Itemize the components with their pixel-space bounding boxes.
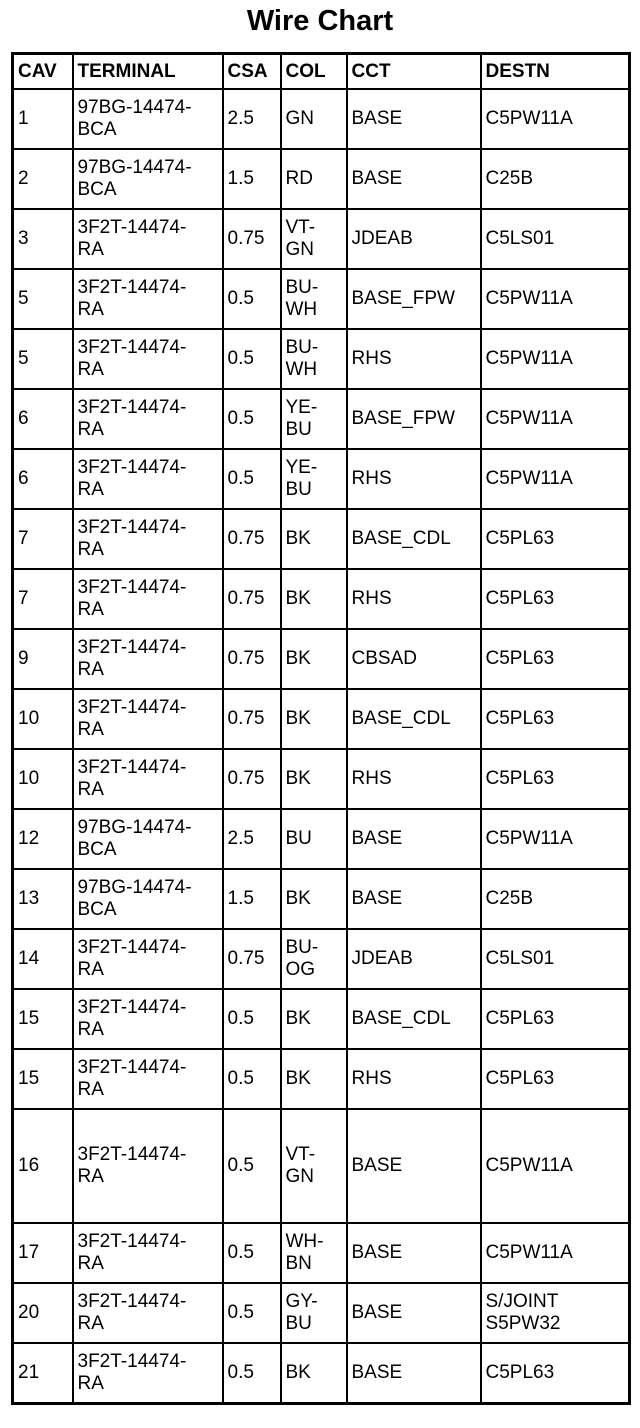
cell-csa-text: 0.75 [227, 528, 265, 549]
cell-col [281, 389, 347, 449]
cell-csa [223, 389, 281, 449]
cell-csa-text: 0.5 [227, 348, 254, 369]
cell-cct-text: CBSAD [351, 648, 417, 669]
cell-csa-text: 0.75 [227, 948, 265, 969]
table-row [13, 1109, 630, 1223]
cell-cav-text: 3 [18, 228, 29, 249]
cell-col [281, 1109, 347, 1223]
cell-destn [481, 629, 630, 689]
cell-cct-text: BASE_CDL [351, 1008, 451, 1029]
cell-csa [223, 89, 281, 149]
cell-destn [481, 269, 630, 329]
table-row [13, 989, 630, 1049]
table-row [13, 89, 630, 149]
cell-col [281, 1343, 347, 1404]
cell-cav [13, 629, 73, 689]
cell-csa-text: 2.5 [227, 108, 254, 129]
cell-cav [13, 749, 73, 809]
cell-cav-text: 9 [18, 648, 29, 669]
cell-destn-text: C5PW11A [485, 468, 573, 489]
cell-destn [481, 809, 630, 869]
cell-destn [481, 509, 630, 569]
page-title: Wire Chart [246, 5, 394, 37]
cell-col [281, 929, 347, 989]
cell-terminal [73, 1223, 223, 1283]
cell-col-text: BK [285, 1362, 311, 1383]
cell-cct-text: JDEAB [351, 228, 413, 249]
cell-terminal-text: 3F2T-14474- RA [77, 997, 187, 1040]
cell-destn [481, 1109, 630, 1223]
cell-cav-text: 17 [18, 1242, 40, 1263]
cell-csa-text: 0.5 [227, 468, 254, 489]
cell-cav-text: 7 [18, 588, 29, 609]
wire-chart-body [13, 89, 630, 1404]
cell-cct [347, 929, 481, 989]
cell-col-text: YE- BU [285, 397, 318, 440]
cell-col [281, 809, 347, 869]
cell-cct [347, 749, 481, 809]
cell-cct-text: BASE_CDL [351, 528, 451, 549]
cell-cav-text: 6 [18, 408, 29, 429]
cell-destn [481, 1049, 630, 1109]
column-header-col: COL [281, 54, 347, 90]
cell-terminal [73, 509, 223, 569]
cell-terminal [73, 389, 223, 449]
cell-cav [13, 269, 73, 329]
cell-csa [223, 509, 281, 569]
cell-destn [481, 329, 630, 389]
cell-csa [223, 569, 281, 629]
cell-terminal [73, 209, 223, 269]
cell-col-text: YE- BU [285, 457, 318, 500]
cell-csa [223, 1223, 281, 1283]
cell-cav [13, 809, 73, 869]
cell-cct-text: RHS [351, 588, 392, 609]
cell-cct [347, 149, 481, 209]
cell-terminal [73, 449, 223, 509]
cell-csa-text: 0.75 [227, 228, 265, 249]
cell-cct [347, 1109, 481, 1223]
cell-destn [481, 1343, 630, 1404]
table-row [13, 569, 630, 629]
table-row [13, 869, 630, 929]
cell-terminal-text: 3F2T-14474- RA [77, 277, 187, 320]
cell-terminal [73, 809, 223, 869]
cell-destn [481, 389, 630, 449]
table-row [13, 809, 630, 869]
cell-col [281, 989, 347, 1049]
cell-terminal [73, 1283, 223, 1343]
cell-cav [13, 1343, 73, 1404]
cell-destn-text: C5PW11A [485, 1242, 573, 1263]
cell-terminal-text: 3F2T-14474- RA [77, 1231, 187, 1274]
cell-cct [347, 1049, 481, 1109]
cell-destn-text: C5PL63 [485, 528, 555, 549]
cell-col-text: BK [285, 708, 311, 729]
cell-cct [347, 1223, 481, 1283]
cell-cct [347, 809, 481, 869]
cell-csa-text: 0.5 [227, 288, 254, 309]
cell-cav-text: 2 [18, 168, 29, 189]
cell-csa-text: 0.5 [227, 1362, 254, 1383]
cell-col-text: BK [285, 1008, 311, 1029]
cell-cct-text: BASE [351, 108, 403, 129]
cell-csa [223, 929, 281, 989]
cell-cav [13, 569, 73, 629]
cell-csa [223, 269, 281, 329]
cell-csa [223, 1109, 281, 1223]
cell-col [281, 689, 347, 749]
table-row [13, 629, 630, 689]
cell-cct [347, 689, 481, 749]
cell-destn-text: C5PL63 [485, 708, 555, 729]
cell-col [281, 1223, 347, 1283]
column-header-csa: CSA [223, 54, 281, 90]
cell-cct [347, 329, 481, 389]
cell-terminal-text: 3F2T-14474- RA [77, 337, 187, 380]
cell-cav [13, 209, 73, 269]
cell-cct-text: RHS [351, 348, 392, 369]
cell-destn-text: C5PL63 [485, 588, 555, 609]
cell-cct [347, 269, 481, 329]
cell-cav [13, 329, 73, 389]
cell-col [281, 269, 347, 329]
cell-cav [13, 509, 73, 569]
cell-cav [13, 869, 73, 929]
wire-chart-table [11, 52, 631, 1405]
cell-destn [481, 989, 630, 1049]
cell-csa-text: 0.75 [227, 588, 265, 609]
cell-col [281, 749, 347, 809]
cell-terminal-text: 3F2T-14474- RA [77, 1144, 187, 1187]
cell-destn [481, 209, 630, 269]
cell-col-text: BU- WH [285, 337, 319, 380]
cell-col [281, 329, 347, 389]
cell-destn-text: C5PW11A [485, 348, 573, 369]
cell-csa [223, 149, 281, 209]
cell-csa-text: 1.5 [227, 888, 254, 909]
header-row [13, 54, 630, 90]
cell-csa [223, 1343, 281, 1404]
cell-cav [13, 449, 73, 509]
cell-terminal-text: 3F2T-14474- RA [77, 457, 187, 500]
cell-cav-text: 5 [18, 348, 29, 369]
cell-cav-text: 14 [18, 948, 40, 969]
cell-destn-text: C5PW11A [485, 1155, 573, 1176]
cell-terminal [73, 569, 223, 629]
cell-csa-text: 0.75 [227, 648, 265, 669]
cell-destn [481, 929, 630, 989]
cell-col [281, 509, 347, 569]
cell-col [281, 89, 347, 149]
column-header-cct: CCT [347, 54, 481, 90]
cell-cav-text: 13 [18, 888, 40, 909]
cell-terminal-text: 3F2T-14474- RA [77, 1057, 187, 1100]
cell-csa [223, 1049, 281, 1109]
cell-col [281, 569, 347, 629]
cell-csa [223, 629, 281, 689]
cell-csa-text: 0.5 [227, 1155, 254, 1176]
table-row [13, 1283, 630, 1343]
cell-cav [13, 989, 73, 1049]
cell-cct-text: BASE_CDL [351, 708, 451, 729]
cell-col-text: BK [285, 1068, 311, 1089]
cell-cct-text: BASE [351, 1302, 403, 1323]
cell-cct [347, 989, 481, 1049]
cell-cct-text: BASE [351, 828, 403, 849]
cell-terminal-text: 3F2T-14474- RA [77, 757, 187, 800]
cell-csa-text: 0.5 [227, 408, 254, 429]
cell-destn-text: C5PL63 [485, 1362, 555, 1383]
cell-terminal-text: 97BG-14474- BCA [77, 97, 192, 140]
cell-cav-text: 10 [18, 708, 40, 729]
cell-terminal-text: 3F2T-14474- RA [77, 697, 187, 740]
cell-col-text: BK [285, 588, 311, 609]
cell-csa [223, 329, 281, 389]
cell-cav [13, 1283, 73, 1343]
cell-cct [347, 629, 481, 689]
cell-cav [13, 149, 73, 209]
cell-cct-text: RHS [351, 768, 392, 789]
cell-terminal [73, 869, 223, 929]
cell-csa-text: 2.5 [227, 828, 254, 849]
cell-csa-text: 0.5 [227, 1008, 254, 1029]
cell-csa-text: 0.5 [227, 1068, 254, 1089]
cell-col-text: BU- WH [285, 277, 319, 320]
table-row [13, 509, 630, 569]
cell-col [281, 629, 347, 689]
cell-destn [481, 1283, 630, 1343]
cell-cav-text: 1 [18, 108, 29, 129]
cell-col-text: RD [285, 168, 313, 189]
cell-destn-text: C5PW11A [485, 828, 573, 849]
table-row [13, 449, 630, 509]
table-row [13, 269, 630, 329]
cell-cav-text: 6 [18, 468, 29, 489]
cell-cav [13, 1223, 73, 1283]
cell-destn-text: C5PL63 [485, 648, 555, 669]
cell-cct [347, 89, 481, 149]
cell-destn [481, 149, 630, 209]
cell-destn-text: C5PW11A [485, 108, 573, 129]
cell-cav-text: 21 [18, 1362, 40, 1383]
cell-col [281, 1283, 347, 1343]
cell-cct [347, 209, 481, 269]
cell-cav-text: 20 [18, 1302, 40, 1323]
cell-col-text: GY- BU [285, 1291, 318, 1334]
cell-terminal [73, 929, 223, 989]
cell-destn [481, 569, 630, 629]
cell-csa [223, 209, 281, 269]
cell-terminal [73, 629, 223, 689]
table-row [13, 749, 630, 809]
cell-destn [481, 869, 630, 929]
cell-destn-text: C5LS01 [485, 948, 555, 969]
cell-terminal-text: 3F2T-14474- RA [77, 397, 187, 440]
cell-col-text: BK [285, 528, 311, 549]
cell-cav [13, 389, 73, 449]
cell-cct-text: BASE [351, 168, 403, 189]
cell-destn [481, 449, 630, 509]
cell-cav-text: 15 [18, 1068, 40, 1089]
cell-cav [13, 1049, 73, 1109]
cell-destn [481, 749, 630, 809]
cell-cct [347, 509, 481, 569]
column-header-cav: CAV [13, 54, 73, 90]
cell-cct [347, 449, 481, 509]
cell-destn [481, 1223, 630, 1283]
cell-cav-text: 7 [18, 528, 29, 549]
table-row [13, 209, 630, 269]
cell-cct-text: BASE [351, 1155, 403, 1176]
cell-col-text: BK [285, 888, 311, 909]
cell-terminal-text: 3F2T-14474- RA [77, 217, 187, 260]
cell-csa-text: 1.5 [227, 168, 254, 189]
cell-cav-text: 10 [18, 768, 40, 789]
cell-csa-text: 0.75 [227, 768, 265, 789]
cell-cct-text: RHS [351, 468, 392, 489]
cell-cav [13, 689, 73, 749]
cell-col-text: BK [285, 648, 311, 669]
cell-col [281, 449, 347, 509]
cell-col [281, 209, 347, 269]
cell-destn-text: C25B [485, 168, 534, 189]
table-row [13, 1223, 630, 1283]
cell-terminal-text: 3F2T-14474- RA [77, 637, 187, 680]
cell-cct-text: BASE_FPW [351, 288, 455, 309]
cell-cav [13, 1109, 73, 1223]
cell-col-text: VT- GN [285, 1144, 316, 1187]
cell-terminal-text: 3F2T-14474- RA [77, 937, 187, 980]
cell-terminal-text: 3F2T-14474- RA [77, 1351, 187, 1394]
cell-terminal [73, 989, 223, 1049]
cell-destn-text: C5PW11A [485, 288, 573, 309]
cell-destn [481, 689, 630, 749]
column-header-terminal: TERMINAL [73, 54, 223, 90]
cell-cct [347, 1343, 481, 1404]
table-row [13, 1049, 630, 1109]
cell-csa [223, 449, 281, 509]
cell-cav [13, 89, 73, 149]
cell-cct [347, 869, 481, 929]
cell-terminal [73, 89, 223, 149]
cell-csa [223, 809, 281, 869]
cell-cct-text: RHS [351, 1068, 392, 1089]
cell-terminal-text: 3F2T-14474- RA [77, 577, 187, 620]
cell-destn-text: C5LS01 [485, 228, 555, 249]
cell-csa [223, 1283, 281, 1343]
cell-cav [13, 929, 73, 989]
cell-terminal-text: 3F2T-14474- RA [77, 1291, 187, 1334]
table-row [13, 389, 630, 449]
cell-csa [223, 869, 281, 929]
cell-csa-text: 0.75 [227, 708, 265, 729]
column-header-destn: DESTN [481, 54, 630, 90]
cell-col-text: BK [285, 768, 311, 789]
table-row [13, 149, 630, 209]
cell-col [281, 149, 347, 209]
table-row [13, 329, 630, 389]
cell-terminal [73, 689, 223, 749]
cell-col [281, 869, 347, 929]
cell-terminal-text: 3F2T-14474- RA [77, 517, 187, 560]
cell-cav-text: 12 [18, 828, 40, 849]
cell-col-text: VT- GN [285, 217, 316, 260]
cell-col-text: BU- OG [285, 937, 319, 980]
cell-terminal [73, 1109, 223, 1223]
cell-cct-text: JDEAB [351, 948, 413, 969]
cell-destn-text: C5PW11A [485, 408, 573, 429]
cell-terminal-text: 97BG-14474- BCA [77, 157, 192, 200]
cell-terminal [73, 269, 223, 329]
cell-csa [223, 749, 281, 809]
cell-cct [347, 1283, 481, 1343]
table-row [13, 1343, 630, 1404]
cell-cct-text: BASE [351, 888, 403, 909]
table-row [13, 929, 630, 989]
cell-terminal-text: 97BG-14474- BCA [77, 877, 192, 920]
cell-terminal [73, 149, 223, 209]
cell-cct-text: BASE [351, 1362, 403, 1383]
cell-terminal [73, 1049, 223, 1109]
cell-csa [223, 689, 281, 749]
cell-col-text: GN [285, 108, 314, 129]
cell-destn-text: C25B [485, 888, 534, 909]
cell-csa [223, 989, 281, 1049]
cell-col [281, 1049, 347, 1109]
cell-destn [481, 89, 630, 149]
cell-destn-text: S/JOINT S5PW32 [485, 1291, 561, 1334]
cell-terminal [73, 329, 223, 389]
cell-terminal [73, 1343, 223, 1404]
cell-terminal [73, 749, 223, 809]
cell-cav-text: 16 [18, 1155, 40, 1176]
cell-cav-text: 5 [18, 288, 29, 309]
cell-terminal-text: 97BG-14474- BCA [77, 817, 192, 860]
cell-destn-text: C5PL63 [485, 1068, 555, 1089]
cell-csa-text: 0.5 [227, 1242, 254, 1263]
cell-col-text: WH- BN [285, 1231, 324, 1274]
cell-csa-text: 0.5 [227, 1302, 254, 1323]
cell-col-text: BU [285, 828, 312, 849]
table-row [13, 689, 630, 749]
cell-cct-text: BASE_FPW [351, 408, 455, 429]
cell-destn-text: C5PL63 [485, 768, 555, 789]
cell-cct [347, 389, 481, 449]
cell-destn-text: C5PL63 [485, 1008, 555, 1029]
cell-cct-text: BASE [351, 1242, 403, 1263]
cell-cav-text: 15 [18, 1008, 40, 1029]
cell-cct [347, 569, 481, 629]
